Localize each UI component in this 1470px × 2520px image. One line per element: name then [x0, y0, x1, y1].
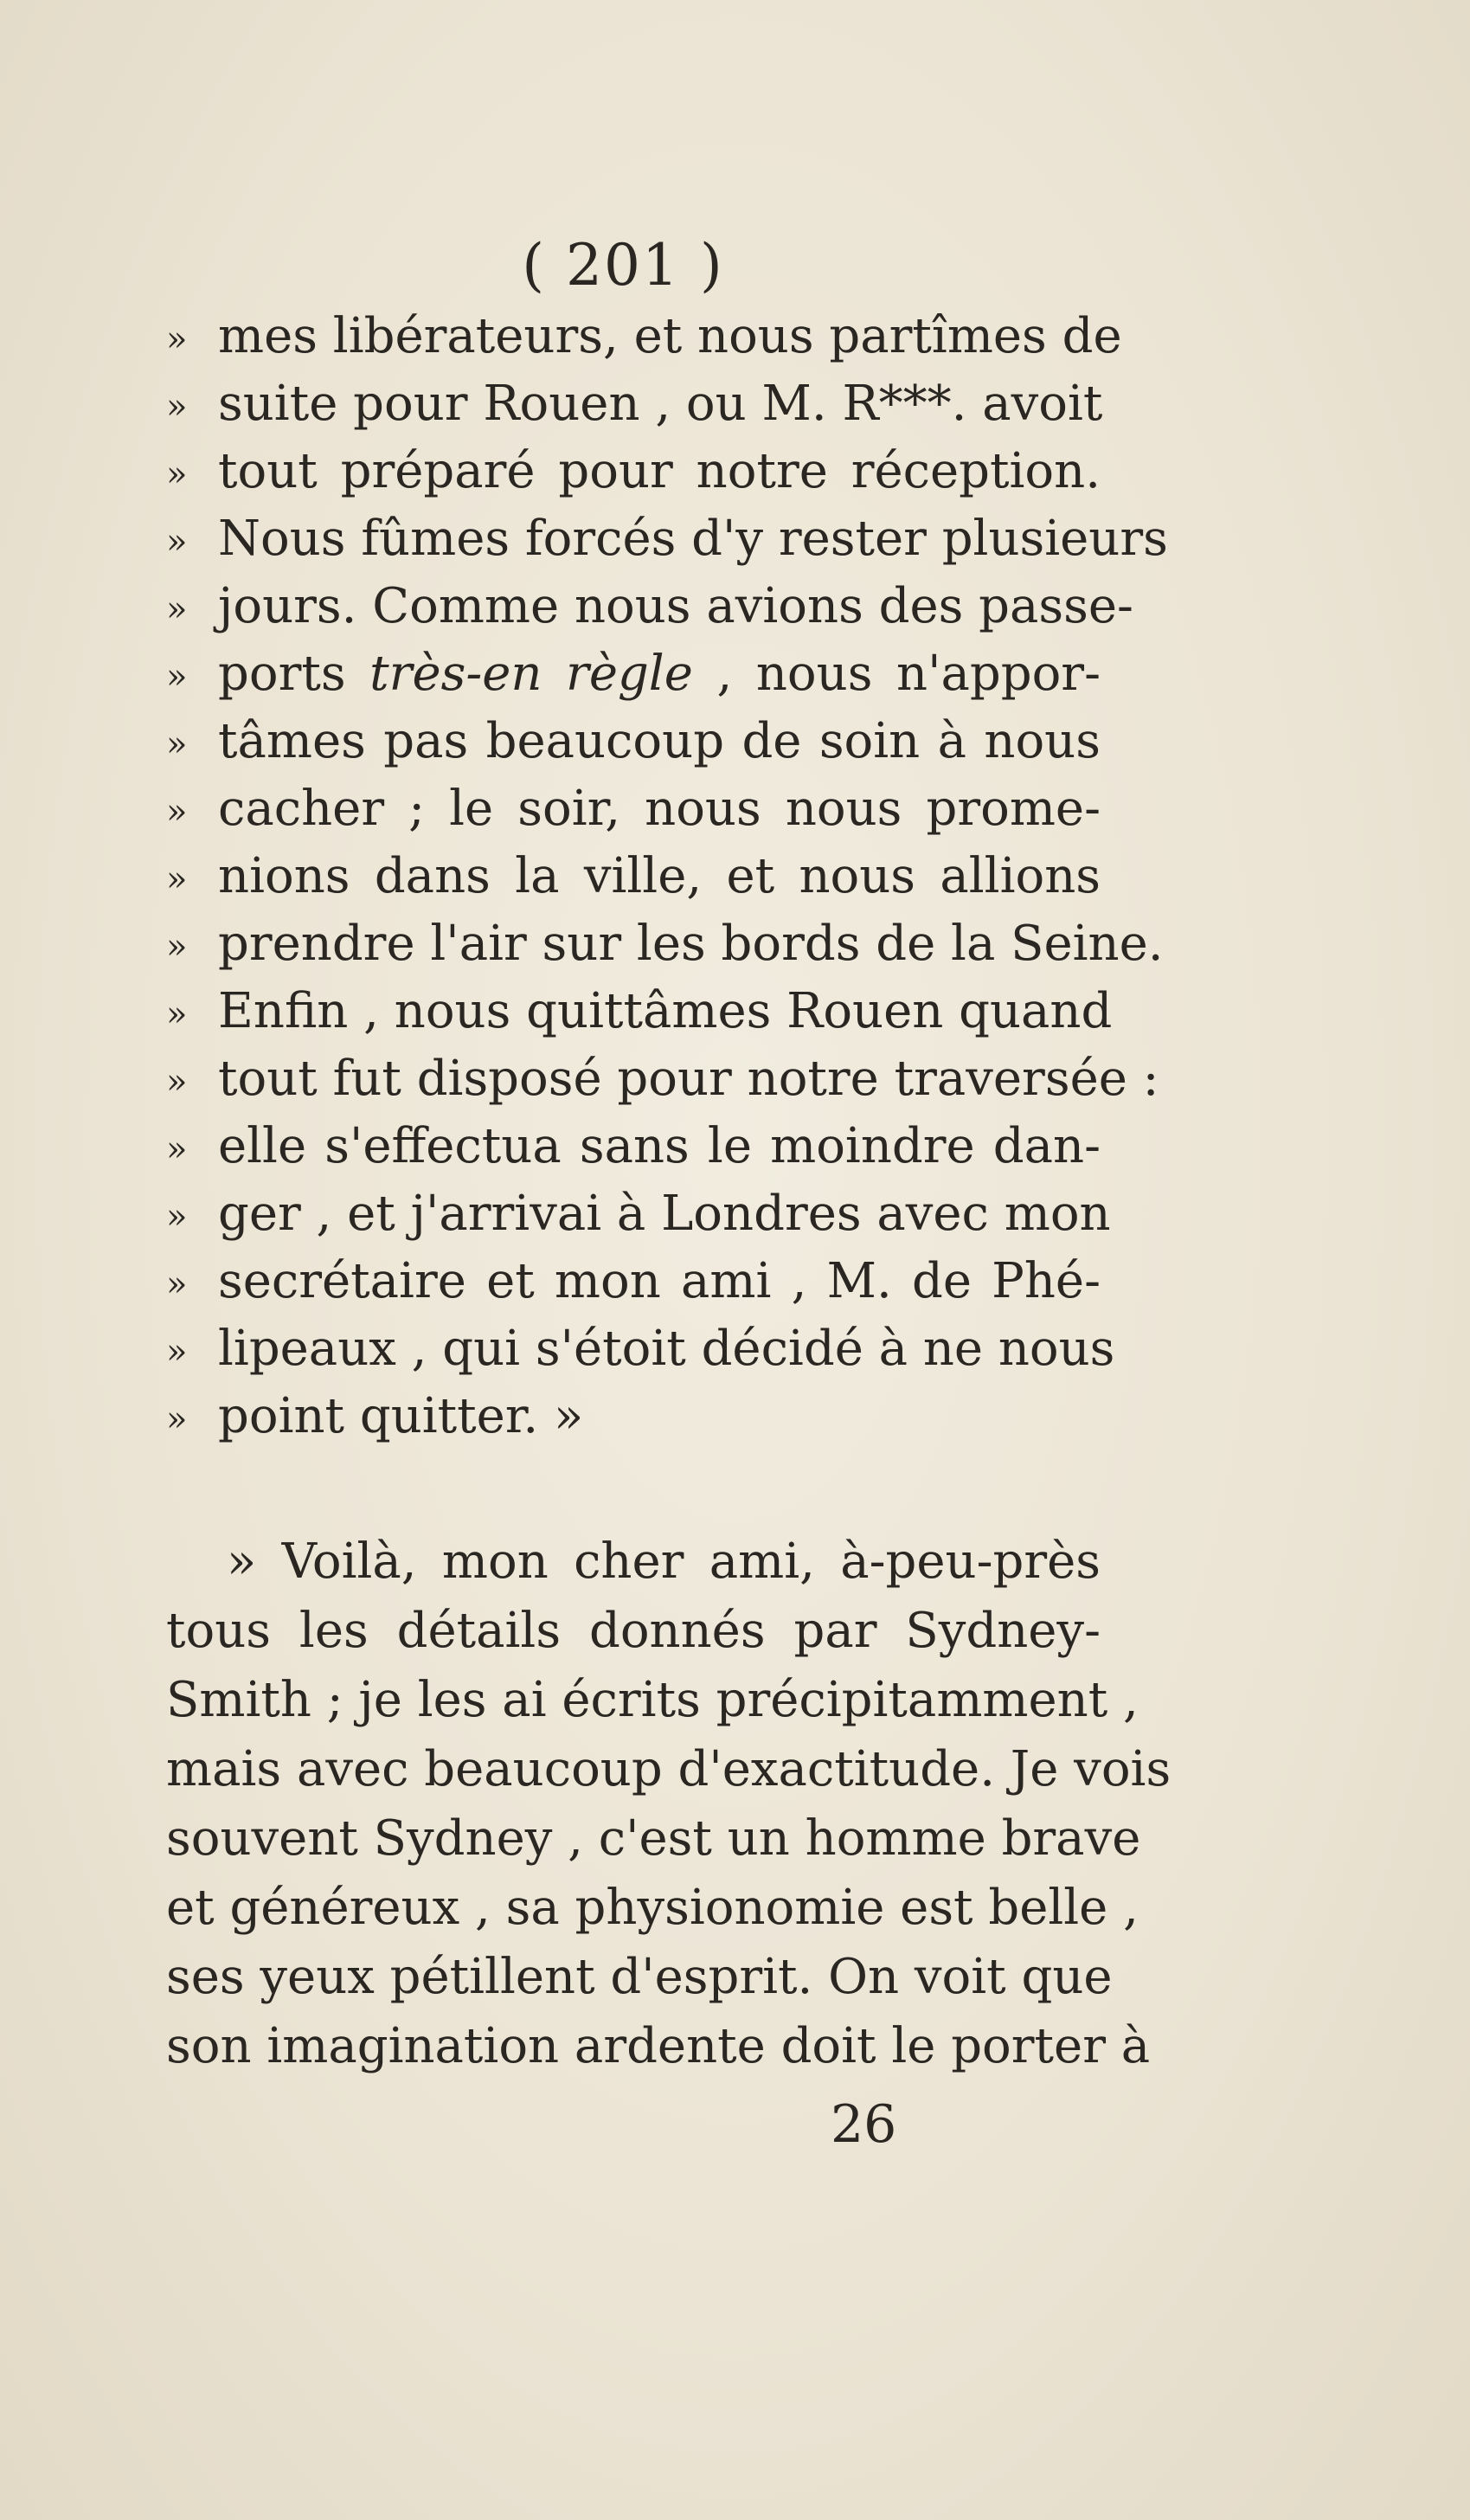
quote-mark: » — [166, 657, 188, 697]
quote-mark: » — [166, 1332, 188, 1372]
text-line — [166, 1113, 1101, 1180]
text-line: Smith ; je les ai écrits précipitamment , — [166, 1672, 1139, 1728]
page-number-text: ( 201 ) — [522, 232, 724, 299]
quote-mark: » — [166, 994, 188, 1034]
letter-paragraph — [166, 1527, 1172, 2081]
quote-mark: » — [166, 1399, 188, 1439]
quote-mark: » — [166, 792, 188, 832]
line-text: , nous n'appor- — [692, 646, 1101, 702]
quote-mark: » — [166, 724, 188, 764]
text-line: mais avec beaucoup d'exactitude. Je vois — [166, 1741, 1172, 1797]
page-number-header — [0, 232, 1246, 299]
quote-mark: » — [166, 1264, 188, 1304]
line-text: tout fut disposé pour notre traversée : — [218, 1051, 1159, 1107]
line-text: jours. Comme nous avions des passe- — [218, 578, 1133, 634]
text-line — [166, 1180, 1111, 1248]
text-line — [166, 505, 1168, 573]
line-text: nions dans la ville, et nous allions — [218, 848, 1101, 904]
text-line: tous les détails donnés par Sydney- — [166, 1603, 1101, 1659]
text-line: son imagination ardente doit le porter à — [166, 2018, 1151, 2074]
line-text: mes libérateurs, et nous partîmes de — [218, 308, 1122, 364]
quote-mark: » — [166, 319, 188, 359]
text-line — [166, 1045, 1159, 1113]
text-line: souvent Sydney , c'est un homme brave — [166, 1810, 1141, 1867]
text-line — [166, 910, 1164, 978]
quoted-passage — [166, 303, 1168, 1450]
text-line — [166, 708, 1101, 775]
text-line — [166, 843, 1101, 910]
line-text: cacher ; le soir, nous nous prome- — [218, 781, 1101, 837]
text-line — [166, 1248, 1101, 1315]
quote-mark: » — [166, 927, 188, 967]
italic-phrase: très-en règle — [369, 646, 693, 702]
quote-mark: » — [166, 589, 188, 629]
text-line — [166, 1315, 1115, 1383]
line-text: secrétaire et mon ami , M. de Phé- — [218, 1253, 1101, 1309]
line-text: Enfin , nous quittâmes Rouen quand — [218, 983, 1113, 1039]
text-line: » Voilà, mon cher ami, à-peu-près — [227, 1533, 1101, 1590]
text-line — [166, 978, 1113, 1045]
text-line: et généreux , sa physionomie est belle , — [166, 1880, 1139, 1936]
line-text: ports — [218, 646, 370, 702]
line-text: lipeaux , qui s'étoit décidé à ne nous — [218, 1321, 1115, 1377]
text-line — [166, 775, 1101, 843]
quote-mark: » — [166, 1197, 188, 1237]
line-text: tout préparé pour notre réception. — [218, 443, 1101, 499]
line-text: prendre l'air sur les bords de la Seine. — [218, 916, 1164, 972]
quote-mark: » — [166, 387, 188, 427]
line-text: elle s'effectua sans le moindre dan- — [218, 1118, 1101, 1174]
text-line — [166, 640, 1101, 708]
quote-mark: » — [166, 454, 188, 494]
text-line — [166, 370, 1101, 438]
line-text: tâmes pas beaucoup de soin à nous — [218, 713, 1101, 769]
text-line — [166, 1383, 1101, 1450]
text-line — [166, 573, 1133, 640]
line-text: point quitter. » — [218, 1388, 584, 1444]
quote-mark: » — [166, 1062, 188, 1102]
quote-mark: » — [166, 522, 188, 562]
signature-mark: 26 — [831, 2094, 897, 2155]
text-line — [166, 303, 1122, 370]
quote-mark: » — [166, 859, 188, 899]
line-text: ger , et j'arrivai à Londres avec mon — [218, 1186, 1111, 1242]
line-text: Nous fûmes forcés d'y rester plusieurs — [218, 511, 1168, 567]
text-line: ses yeux pétillent d'esprit. On voit que — [166, 1949, 1113, 2005]
line-text: suite pour Rouen , ou M. R***. avoit — [218, 376, 1103, 432]
text-line — [166, 438, 1101, 505]
quote-mark: » — [166, 1129, 188, 1169]
